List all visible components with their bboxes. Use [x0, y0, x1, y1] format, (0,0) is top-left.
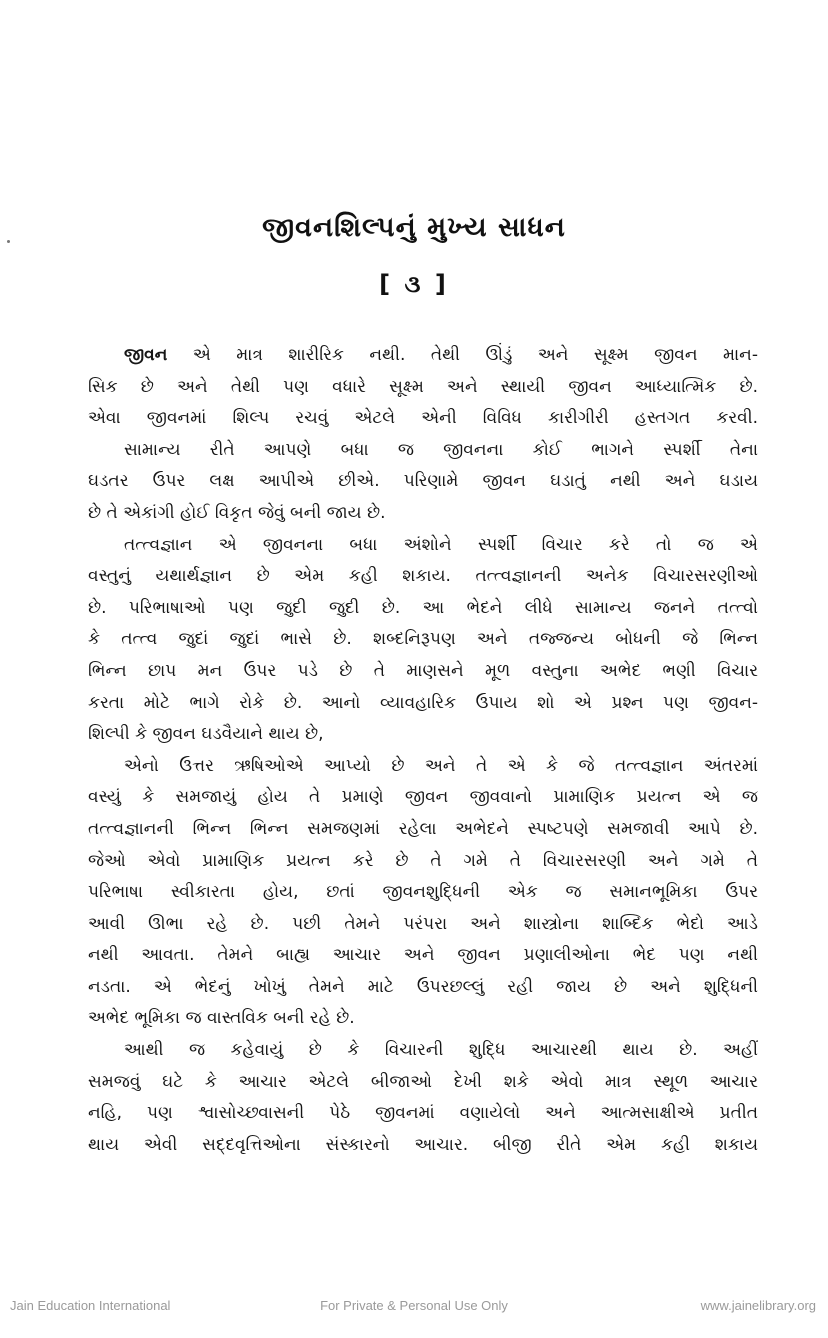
text-line: એવા જીવનમાં શિલ્પ રચવું એટલે એની વિવિધ કારીગીરી હસ્તગત કરવી. [88, 408, 758, 429]
text-line: નથી આવતા. તેમને બાહ્ય આચાર અને જીવન પ્રણાલીઓના ભેદ પણ નથી [88, 945, 758, 966]
text-line: છે. પરિભાષાઓ પણ જુદી જુદી છે. આ ભેદને લીધે સામાન્ય જનને તત્ત્વો [88, 597, 758, 618]
chapter-title: જીવનશિલ્પનું મુખ્ય સાધન [262, 212, 566, 243]
footer-website-link[interactable]: www.jainelibrary.org [700, 1298, 816, 1313]
text-line: અભેદ ભૂમિકા જ વાસ્તવિક બની રહે છે. [88, 1008, 355, 1029]
chapter-number: [ ૩ ] [379, 270, 449, 298]
text-line: વસ્યું કે સમજાયું હોય તે પ્રમાણે જીવન જીવવાનો પ્રામાણિક પ્રયત્ન એ જ [88, 787, 758, 808]
text-line: એનો ઉત્તર ઋષિઓએ આપ્યો છે અને તે એ કે જે તત્ત્વજ્ઞાન અંતરમાં [124, 755, 758, 776]
text-line: છે તે એકાંગી હોઈ વિકૃત જેવું બની જાય છે. [88, 502, 386, 523]
text-line: ભિન્ન છાપ મન ઉપર પડે છે તે માણસને મૂળ વસ્તુના અભેદ ભણી વિચાર [88, 660, 758, 681]
text-line: જેઓ એવો પ્રામાણિક પ્રયત્ન કરે છે તે ગમે તે વિચારસરણી અને ગમે તે [88, 850, 758, 871]
text-line: આવી ઊભા રહે છે. પછી તેમને પરંપરા અને શાસ્ત્રોના શાબ્દિક ભેદો આડે [88, 913, 758, 934]
text-line: આથી જ કહેવાયું છે કે વિચારની શુદ્ધિ આચારથી થાય છે. અહીં [124, 1040, 758, 1061]
text-line: સામાન્ય રીતે આપણે બધા જ જીવનના કોઈ ભાગને સ્પર્શી તેના [124, 439, 758, 460]
text-line: સિક છે અને તેથી પણ વધારે સૂક્ષ્મ અને સ્થાયી જીવન આધ્યાત્મિક છે. [88, 376, 758, 397]
text-line: જીવન એ માત્ર શારીરિક નથી. તેથી ઊંડું અને સૂક્ષ્મ જીવન માન- [124, 345, 758, 365]
text-line: પરિભાષા સ્વીકારતા હોય, છતાં જીવનશુદ્ધિની એક જ સમાનભૂમિકા ઉપર [88, 882, 758, 903]
text-line: તત્ત્વજ્ઞાન એ જીવનના બધા અંશોને સ્પર્શી વિચાર કરે તો જ એ [124, 534, 758, 555]
text-line: ઘડતર ઉપર લક્ષ આપીએ છીએ. પરિણામે જીવન ઘડાતું નથી અને ઘડાય [88, 471, 758, 492]
page-footer [0, 1298, 828, 1318]
footer-usage-notice: For Private & Personal Use Only [320, 1298, 508, 1313]
body-text [88, 340, 758, 1161]
text-line: કે તત્ત્વ જુદાં જુદાં ભાસે છે. શબ્દનિરૂપણ અને તજ્જન્ય બોધની જે ભિન્ન [88, 629, 758, 650]
text-line: તત્ત્વજ્ઞાનની ભિન્ન ભિન્ન સમજણમાં રહેલા અભેદને સ્પષ્ટપણે સમજાવી આપે છે. [88, 818, 758, 839]
footer-publisher: Jain Education International [10, 1298, 171, 1313]
text-line: નડતા. એ ભેદનું ખોખું તેમને માટે ઉપરછલ્લું રહી જાય છે અને શુદ્ધિની [88, 976, 758, 997]
text-line: શિલ્પી કે જીવન ઘડવૈયાને થાય છે, [88, 724, 324, 745]
text-line: થાય એવી સદ્દવૃત્તિઓના સંસ્કારનો આચાર. બીજી રીતે એમ કહી શકાય [88, 1134, 758, 1155]
text-line: નહિ, પણ શ્વાસોચ્છ્વાસની પેઠે જીવનમાં વણાયેલો અને આત્મસાક્ષીએ પ્રતીત [88, 1103, 758, 1124]
lead-word: જીવન [124, 345, 168, 365]
text-line: વસ્તુનું યથાર્થજ્ઞાન છે એમ કહી શકાય. તત્ત્વજ્ઞાનની અનેક વિચારસરણીઓ [88, 566, 758, 587]
text-line: સમજવું ઘટે કે આચાર એટલે બીજાઓ દેખી શકે એવો માત્ર સ્થૂળ આચાર [88, 1071, 758, 1092]
text-line: કરતા મોટે ભાગે રોકે છે. આનો વ્યાવહારિક ઉપાય શો એ પ્રશ્ન પણ જીવન- [88, 692, 758, 713]
